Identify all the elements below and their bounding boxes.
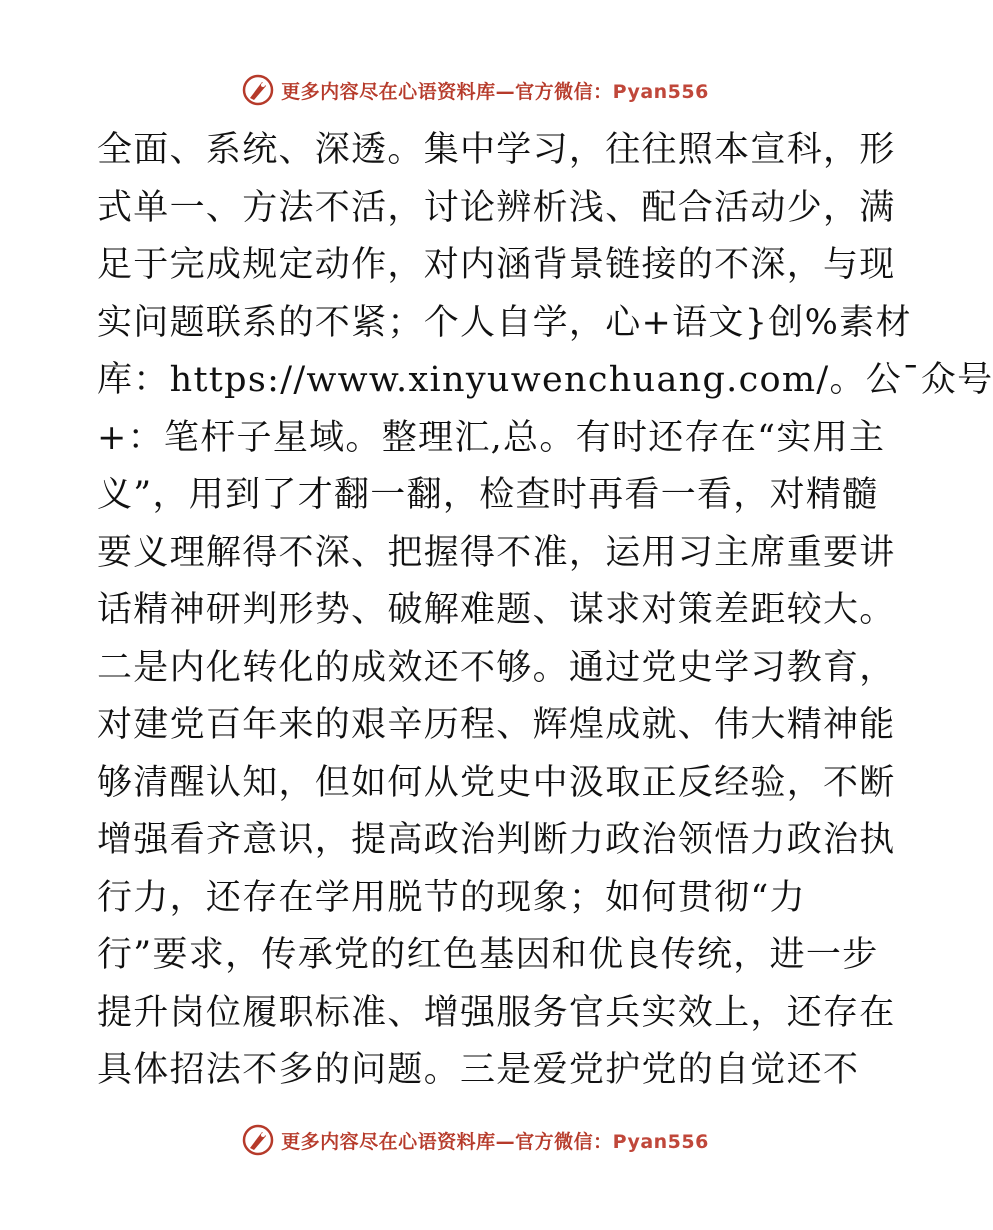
footer-dash: — xyxy=(495,1130,516,1153)
text-line: 全面、系统、深透。集中学习，往往照本宣科，形 xyxy=(97,130,896,170)
text-line: 具体招法不多的问题。三是爱党护党的自觉还不 xyxy=(97,1050,860,1090)
text-line: 式单一、方法不活，讨论辨析浅、配合活动少，满 xyxy=(97,187,896,228)
text-line: 对建党百年来的艰辛历程、辉煌成就、伟大精神能 xyxy=(97,705,896,745)
footer-banner-text xyxy=(281,1127,709,1154)
text-line: 义”，用到了才翻一翻，检查时再看一看，对精髓 xyxy=(97,475,879,515)
text-line: 足于完成规定动作，对内涵背景链接的不深，与现 xyxy=(97,245,896,285)
header-banner-text xyxy=(281,77,709,104)
text-line: 实问题联系的不紧；个人自学，心+语文}创%素材 xyxy=(97,302,912,343)
text-line: 增强看齐意识，提高政治判断力政治领悟力政治执 xyxy=(97,820,896,860)
text-line: +：笔杆子星域。整理汇,总。有时还存在“实用主 xyxy=(97,417,886,458)
header-banner xyxy=(0,70,950,110)
pen-nib-logo-icon xyxy=(241,1123,275,1157)
document-body xyxy=(97,122,993,1100)
text-line: 行力，还存在学用脱节的现象；如何贯彻“力 xyxy=(97,877,806,918)
header-site-name: 更多内容尽在心语资料库 xyxy=(281,80,496,103)
header-contact-id: Pyan556 xyxy=(612,80,709,103)
footer-contact-label: 官方微信： xyxy=(515,1130,613,1153)
text-line: 库：https://www.xinyuwenchuang.com/。公¯众号 xyxy=(97,360,993,400)
text-line: 够清醒认知，但如何从党史中汲取正反经验，不断 xyxy=(97,762,896,803)
header-dash: — xyxy=(495,80,516,103)
footer-contact-id: Pyan556 xyxy=(612,1130,709,1153)
text-line: 行”要求，传承党的红色基因和优良传统，进一步 xyxy=(97,935,879,975)
pen-nib-logo-icon xyxy=(241,73,275,107)
text-line: 话精神研判形势、破解难题、谋求对策差距较大。 xyxy=(97,590,896,630)
header-contact-label: 官方微信： xyxy=(515,80,613,103)
footer-site-name: 更多内容尽在心语资料库 xyxy=(281,1130,496,1153)
text-line: 提升岗位履职标准、增强服务官兵实效上，还存在 xyxy=(97,992,896,1033)
text-line: 二是内化转化的成效还不够。通过党史学习教育， xyxy=(97,647,896,688)
footer-banner xyxy=(0,1120,950,1160)
text-line: 要义理解得不深、把握得不准，运用习主席重要讲 xyxy=(97,532,896,573)
